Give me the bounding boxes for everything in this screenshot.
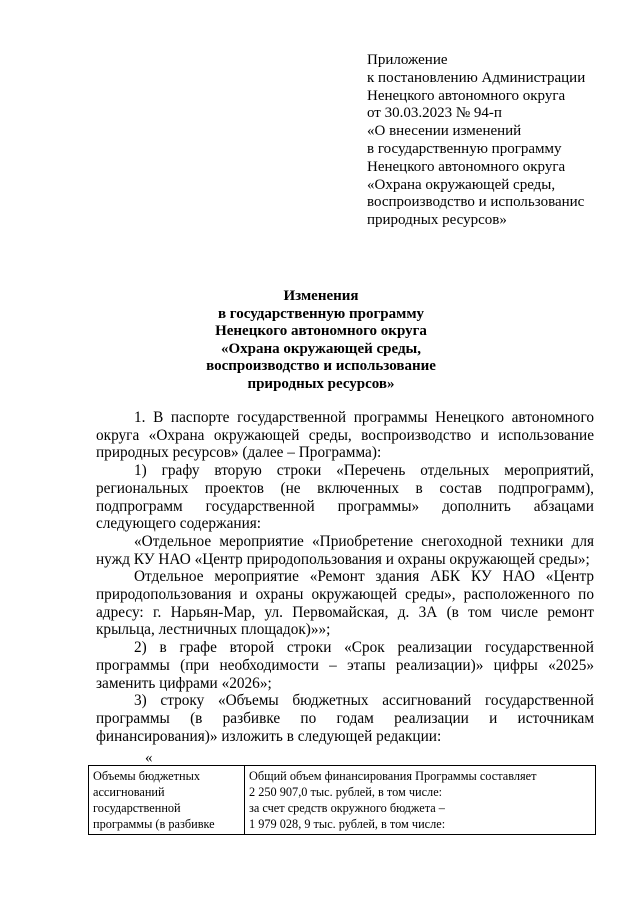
cell-line: Общий объем финансирования Программы составляет xyxy=(249,769,537,783)
document-title xyxy=(96,288,546,393)
appendix-line: Приложение xyxy=(367,52,448,68)
table-cell-value xyxy=(245,766,596,835)
appendix-line: в государственную программу xyxy=(367,140,562,157)
appendix-line: воспроизводство и использованис xyxy=(367,194,585,211)
paragraph-3: «Отдельное мероприятие «Приобретение снегоходной техники для нужд КУ НАО «Центр природопользования и охраны окружающей среды»; xyxy=(96,532,594,568)
appendix-line: Ненецкого автономного округа xyxy=(367,158,566,175)
cell-line: за счет средств окружного бюджета – xyxy=(249,801,445,815)
appendix-line: «Охрана окружающей среды, xyxy=(367,176,556,193)
table-row xyxy=(89,766,596,835)
appendix-block xyxy=(367,52,627,230)
table-cell-label xyxy=(89,766,245,835)
cell-line: 1 979 028, 9 тыс. рублей, в том числе: xyxy=(249,817,446,831)
appendix-line: Ненецкого автономного округа xyxy=(367,87,566,104)
paragraph-1: 1. В паспорте государственной программы Ненецкого автономного округа «Охрана окружающей среды, воспроизводство и использование природных ресурсов» (далее – Программа): xyxy=(96,409,594,462)
cell-line: Объемы бюджетных xyxy=(93,769,200,783)
paragraph-5: 2) в графе второй строки «Срок реализации государственной программы (при необходимости – этапы реализации)» цифры «2025» заменить цифрами «2026»; xyxy=(96,639,594,692)
appendix-line: «О внесении изменений xyxy=(367,123,522,140)
appendix-line: к постановлению Администрации xyxy=(367,69,586,86)
title-line: в государственную программу xyxy=(217,305,425,322)
cell-line: программы (в разбивке xyxy=(93,817,215,831)
opening-quote: « xyxy=(145,750,153,766)
paragraph-4: Отдельное мероприятие «Ремонт здания АБК КУ НАО «Центр природопользования и охраны окружающей среды», расположенного по адресу: г. Нарьян-Мар, ул. Первомайская, д. 3А (в том числе ремонт крыльца, лестничных площадок)»»; xyxy=(96,568,594,639)
cell-line: ассигнований xyxy=(93,785,165,799)
appendix-line: природных ресурсов» xyxy=(367,212,507,229)
title-line: воспроизводство и использование xyxy=(206,358,436,374)
title-line: Изменения xyxy=(283,288,359,304)
cell-line: 2 250 907,0 тыс. рублей, в том числе: xyxy=(249,785,443,799)
title-line: Ненецкого автономного округа xyxy=(215,323,427,339)
document-body xyxy=(96,409,594,745)
appendix-line: от 30.03.2023 № 94-п xyxy=(367,105,502,122)
paragraph-6: 3) строку «Объемы бюджетных ассигнований государственной программы (в разбивке по годам реализации и источникам финансирования)» изложить в следующей редакции: xyxy=(96,692,594,745)
title-line: «Охрана окружающей среды, xyxy=(220,340,422,357)
paragraph-2: 1) графу вторую строки «Перечень отдельных мероприятий, региональных проектов (не включенных в состав подпрограмм), подпрограмм государственной программы» дополнить абзацами следующего содержания: xyxy=(96,462,594,533)
budget-table xyxy=(88,765,596,835)
title-line: природных ресурсов» xyxy=(247,375,395,392)
cell-line: государственной xyxy=(93,801,181,815)
